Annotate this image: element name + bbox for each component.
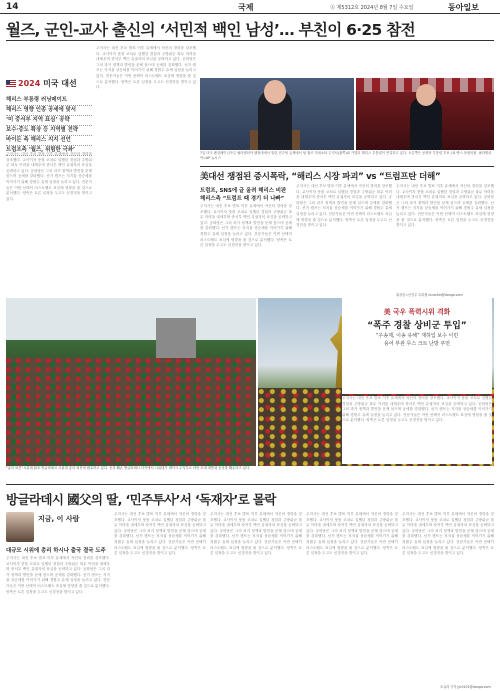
election-year: 2024 xyxy=(18,79,41,88)
byline: 조유라 기자 jyr0101@donga.com xyxy=(440,685,491,689)
feature-sub xyxy=(342,332,492,348)
photo-vance xyxy=(356,78,494,150)
body-column xyxy=(6,152,92,292)
main-headline: 월즈, 군인-교사 출신의 ‘서민적 백인 남성’… 부친이 6·25 참전 xyxy=(6,21,415,39)
feature-line: “우송제, 이송 유해” 재허입 보수 이민 xyxy=(375,333,459,339)
section-divider xyxy=(200,166,494,167)
body-column xyxy=(306,512,398,686)
section-title: 국제 xyxy=(238,3,254,12)
subhead-item: 바이든 측 해리스 지지 선언 xyxy=(6,136,92,146)
body-column xyxy=(402,512,494,682)
page-number: 14 xyxy=(6,2,19,12)
caption-right: 동상 훼손 방글라데시 다카에서 시위대가 셰이크 무지부르 라만 초대 대통령 동상을 훼손하고 있다. xyxy=(109,466,251,470)
feature-box xyxy=(342,298,492,394)
secondary-subhead: 트럼프, SNS에 글 올려 해리스 비판 xyxy=(200,188,287,194)
byline: 워싱턴=신진우 특파원 niceshin@donga.com xyxy=(396,293,463,297)
photo-caption: 7일 미국 펜실베이니아주 필라델피아 템플대에서 열린 민주당 유세에서 팀 월즈 미네소타 주지사(왼쪽)와 카멀라 해리스 부통령이 연설하고 있다. 오른쪽은 공화당 부통령 후보 J D 밴스 상원의원. 필라델피아=AP 뉴시스 xyxy=(200,151,492,160)
photo-bangladesh-crowd xyxy=(6,298,256,466)
subhead-item: 해리스 영향 인종 공세에 맞서 xyxy=(6,106,92,116)
secondary-headline: 美대선 쟁점된 증시폭락, “해리스 시장 파괴” vs “트럼프탄 더해” xyxy=(200,172,441,182)
subhead-item: 트럼프측 ‘월즈, 위험한 극좌’ xyxy=(6,146,92,156)
page-header xyxy=(0,0,500,14)
body-column xyxy=(114,512,206,686)
column-label: 지금, 이 사람 xyxy=(38,515,80,523)
bangladesh-headline: 방글라데시 國父의 딸, ‘민주투사’서 ‘독재자’로 몰락 xyxy=(6,492,276,507)
photo-captions xyxy=(6,466,494,482)
subhead-list xyxy=(6,96,92,156)
feature-line: 용어 부관 무스 크트 난방 쿠먼 xyxy=(384,341,450,347)
body-column xyxy=(296,184,392,296)
body-column xyxy=(96,46,196,292)
body-column xyxy=(200,204,292,296)
secondary-subhead: 해리스측 “트럼프 때 경기 더 나빠” xyxy=(200,196,285,202)
body-column xyxy=(396,184,494,296)
section-divider xyxy=(6,484,494,485)
election-badge xyxy=(6,78,92,92)
feature-title: “폭주 경찰 상비군 투입” xyxy=(367,321,467,331)
subhead-item: 해리스 부통령 러닝메이트 xyxy=(6,96,92,106)
body-column xyxy=(342,396,492,464)
subhead-item: ‘미 중서부 지역 표심’ 공략 xyxy=(6,116,92,126)
feature-kicker: 美 국우 폭력시위 격화 xyxy=(383,308,451,316)
subhead-item: 보수·중도 확장 등 지역별 전략 xyxy=(6,126,92,136)
election-label: 미국 대선 xyxy=(43,79,77,88)
newspaper-logo: 동아일보 xyxy=(448,3,479,12)
body-column xyxy=(210,512,302,686)
column-subhead: 대규모 시위에 총리 하시나 출국 결국 도주 xyxy=(6,548,106,554)
body-column xyxy=(6,556,110,686)
issue-date: Ⓐ 제5312호 2024년 8월 7일 수요일 xyxy=(330,5,414,11)
caption-left: “총리 퇴진”시위대 환호 방글라데시 시위대 총리 퇴진에 환호하고 있다. xyxy=(6,466,109,470)
headline-divider xyxy=(6,40,494,41)
us-flag-icon xyxy=(6,80,16,87)
portrait-photo xyxy=(6,512,34,542)
photo-walz-harris xyxy=(200,78,354,150)
